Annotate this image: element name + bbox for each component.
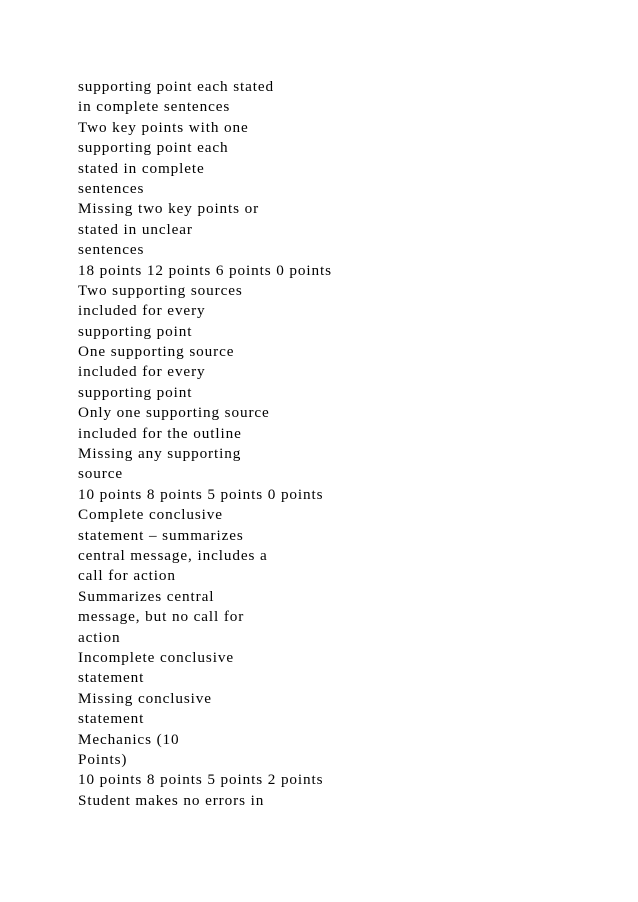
rubric-text-block bbox=[78, 77, 332, 811]
text-line: One supporting source bbox=[78, 343, 235, 361]
text-line: supporting point each bbox=[78, 139, 229, 157]
points-row: 18 points 12 points 6 points 0 points bbox=[78, 261, 332, 279]
text-line: Incomplete conclusive bbox=[78, 648, 234, 666]
text-line: Two supporting sources bbox=[78, 281, 243, 299]
text-line: statement – summarizes bbox=[78, 526, 244, 544]
text-line: Missing any supporting bbox=[78, 445, 242, 463]
text-line: included for the outline bbox=[78, 424, 242, 442]
text-line: supporting point each stated bbox=[78, 78, 275, 95]
text-line: Only one supporting source bbox=[78, 404, 270, 422]
text-line: call for action bbox=[78, 567, 176, 585]
text-line: source bbox=[78, 465, 124, 483]
points-row: 10 points 8 points 5 points 0 points bbox=[78, 485, 324, 503]
text-line: supporting point bbox=[78, 322, 193, 340]
text-line: sentences bbox=[78, 241, 145, 259]
text-line: Two key points with one bbox=[78, 118, 249, 136]
section-heading: Mechanics (10 bbox=[78, 730, 180, 748]
points-row: 10 points 8 points 5 points 2 points bbox=[78, 771, 324, 789]
text-line: statement bbox=[78, 710, 145, 728]
text-line: stated in unclear bbox=[78, 220, 193, 238]
text-line: action bbox=[78, 628, 121, 646]
text-line: in complete sentences bbox=[78, 98, 231, 116]
text-line: included for every bbox=[78, 363, 206, 381]
text-line: stated in complete bbox=[78, 159, 205, 177]
text-line: Missing conclusive bbox=[78, 689, 212, 707]
text-line: Student makes no errors in bbox=[78, 791, 265, 809]
text-line: central message, includes a bbox=[78, 546, 268, 564]
text-line: statement bbox=[78, 669, 145, 687]
text-line: supporting point bbox=[78, 383, 193, 401]
text-line: Missing two key points or bbox=[78, 200, 260, 218]
text-line: Summarizes central bbox=[78, 587, 215, 605]
text-line: included for every bbox=[78, 302, 206, 320]
text-line: message, but no call for bbox=[78, 608, 245, 626]
text-line: sentences bbox=[78, 179, 145, 197]
section-heading: Points) bbox=[78, 750, 128, 768]
text-line: Complete conclusive bbox=[78, 506, 223, 524]
